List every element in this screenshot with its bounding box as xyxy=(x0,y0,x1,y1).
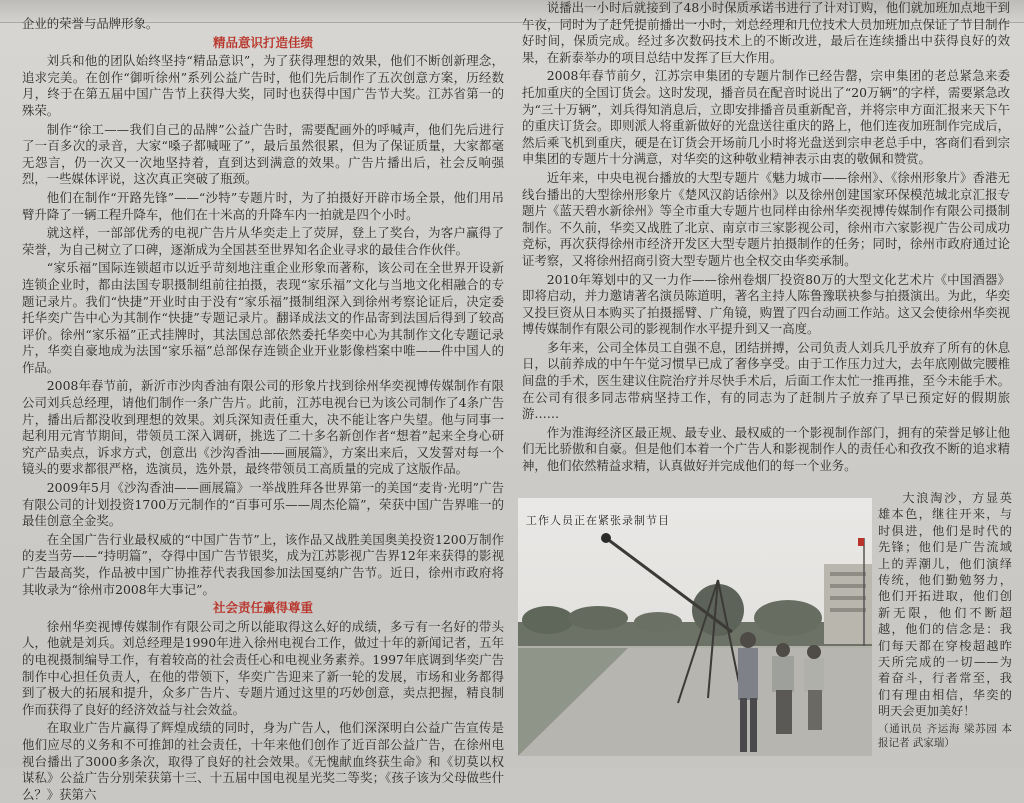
article-paragraph: 制作“徐工——我们自己的品牌”公益广告时，需要配画外的呼喊声，他们先后进行了一百多次的录音，大家“嗓子都喊哑了”，最后虽然很累，但为了保证质量，大家都毫无怨言，仍一次又一次地坚持着，直到达到满意的效果。广告片播出后，社会反响强烈，一些媒体评说，这次真正突破了瓶颈。 xyxy=(22,121,504,187)
article-paragraph: 刘兵和他的团队始终坚持“精品意识”，为了获得理想的效果，他们不断创新理念，追求完美。在创作“御听徐州”系列公益广告时，他们先后制作了五次创意方案，历经数月，终于在第五届中国广告节上获得大奖，同时也获得中国广告节大奖。江苏省第一的殊荣。 xyxy=(22,53,504,118)
photo-scene xyxy=(518,498,872,756)
section-heading-quality: 精品意识打造佳绩 xyxy=(212,34,313,50)
article-paragraph: 2008年春节前，新沂市沙肉香油有限公司的形象片找到徐州华奕视博传媒制作有限公司刘兵总经理，请他们制作一条广告片。此前，江苏电视台已为该公司制作了4条广告片，播出后都没收到理想的效果。刘兵深知责任重大，决不能让客户失望。他与同事一起利用元宵节期间，带领员工深入调研，挑选了二十多名新创作者“想着”起来全身心研究产品卖点，诉求方式，创意出《沙沟香油——画展篇》，方案出来后，又发誓对每一个镜头的要求都很严格，选演员，选外景，最终带领员工高质量的完成了这版作品。 xyxy=(22,378,504,477)
left-column xyxy=(22,16,504,802)
article-paragraph: 他们在制作“开路先锋”——“沙特”专题片时，为了拍摄好开辟市场全景，他们用吊臂升降了一辆工程升降车，他们在十米高的升降车内一拍就是四个小时。 xyxy=(22,189,504,222)
article-paragraph: 在全国广告行业最权威的“中国广告节”上，该作品又战胜美国奥美投资1200万制作的麦当劳——“持明篇”，夺得中国广告节银奖，成为江苏影视广告界12年来获得的影视广告最高奖，作品被中国广协推荐代表我国参加法国戛纳广告节。近日，徐州市政府将其收录为“徐州市2008年大事记”。 xyxy=(22,531,504,597)
article-paragraph: “家乐福”国际连锁超市以近乎苛刻地注重企业形象而著称，该公司在全世界开设新连锁企业时，都由法国专职摄制组前往拍摄，表现“家乐福”文化与当地文化相融合的专题记录片。我们“快捷”开业时由于没有“家乐福”摄制组深入到徐州考察论证后，决定委托华奕广告中心为其制作“快捷”专题记录片。翻译成法文的作品寄到法国后得到了较高评价。徐州“家乐福”正式挂牌时，其法国总部依然委托华奕中心为其制作文化专题记录片，华奕自豪地成为法国“家乐福”总部保存连锁企业开业影像档案中唯——件中国人的作品。 xyxy=(22,260,504,375)
news-photo xyxy=(518,498,872,756)
byline-credit: （通讯员 齐运海 梁苏园 本报记者 武家瑞） xyxy=(878,722,1012,749)
article-paragraph: 就这样，一部部优秀的电视广告片从华奕走上了荧屏，登上了奖台，为客户赢得了荣誉，为自己树立了口碑，逐渐成为全国甚至世界知名企业寻求的最佳合作伙伴。 xyxy=(22,225,504,257)
article-paragraph: 徐州华奕视博传媒制作有限公司之所以能取得这么好的成绩，多亏有一名好的带头人，他就是刘兵。刘总经理是1990年进入徐州电视台工作，做过十年的新闻记者，五年的电视摄制编导工作，有着较高的社会责任心和电视业务素养。1997年底调到华奕广告制作中心担任负责人，在他的带领下，华奕广告迎来了新一轮的发展，市场和业务都得到了极大的拓展和提升，众多广告片、专题片通过这里的巧妙创意，卖点把握，精良制作而获得了良好的经济效益与社会效益。 xyxy=(22,618,504,717)
sidebar-paragraph: 大浪淘沙，方显英雄本色，继往开来，与时俱进，他们是时代的先锋；他们是广告流域上的弄潮儿，他们演绎传统，他们勤勉努力，他们开拓进取，他们创新无限，他们不断超越，他们的信念是：我们每天都在穿梭超越昨天所完成的一切——为着奋斗，行者常至，我们有理由相信，华奕的明天会更加美好！ xyxy=(878,491,1012,719)
article-paragraph: 近年来，中央电视台播放的大型专题片《魅力城市——徐州》、《徐州形象片》香港无线台播出的大型徐州形象片《楚风汉韵话徐州》以及徐州创建国家环保模范城北京汇报专题片《蓝天碧水新徐州》等全市重大专题片也同样由徐州华奕视博传媒制作有限公司摄制制作。不久前，华奕又战胜了北京、南京市三家影视公司，徐州市六家影视广告公司成功竞标，再次获得徐州市经济开发区大型专题片拍摄制作的任务；同时，徐州市政府通过论证考察，又将徐州招商引资大型专题片也全权交由华奕承制。 xyxy=(522,169,1010,268)
article-paragraph: 多年来，公司全体员工自强不息，团结拼搏，公司负责人刘兵几乎放弃了所有的休息日，以前养成的中午午觉习惯早已成了奢侈享受。由于工作压力过大，去年底刚做完腰椎间盘的手术，医生建议住院治疗并尽快手术后，后面工作太忙一推再推，至今未能手术。在公司有很多同志带病坚持工作，有的同志为了赶制片子放弃了早已预定好的假期旅游…… xyxy=(522,339,1010,422)
right-column xyxy=(522,0,1010,492)
article-paragraph: 在取业广告片赢得了辉煌成绩的同时，身为广告人，他们深深明白公益广告宣传是他们应尽的义务和不可推卸的社会责任，十年来他们创作了近百部公益广告，在徐州电视台播出了3000多条次，取得了良好的社会效果。《无愧献血终获生命》和《切莫以权谋私》公益广告分别荣获第十三、十五届中国电视星光奖二等奖；《孩子该为父母做些什么？》获第六 xyxy=(22,720,504,802)
article-paragraph: 2009年5月《沙沟香油——画展篇》一举战胜拜各世界第一的美国“麦肯·光明”广告有限公司的计划投资1700万元制作的“百事可乐——周杰伦篇”，荣获中国广告界唯一的最佳创意全金奖。 xyxy=(22,480,504,529)
article-paragraph: 2010年筹划中的又一力作——徐州卷烟厂投资80万的大型文化艺术片《中国酒器》即将启动，并力邀请著名演员陈道明，著名主持人陈鲁豫联袂参与拍摄演出。为此，华奕又投巨资从日本购买了拍摄摇臂、广角镜，购置了四台动画工作站。这又会使徐州华奕视博传媒制作有限公司的影视制作水平提升到又一高度。 xyxy=(522,271,1010,337)
article-paragraph: 说播出一小时后就接到了48小时保质承诺书进行了计对订购，他们就加班加点地干到午夜，同时为了赶凭提前播出一小时，刘总经理和几位技术人员加班加点保证了节目制作好时间，保质完成。经过多次数码技术上的不断改进，最后在连续播出中获得良好的效果，在新泰举办的项目总结中发挥了巨大作用。 xyxy=(522,0,1010,65)
section-heading-responsibility: 社会责任赢得尊重 xyxy=(212,600,313,616)
sidebar-text-block xyxy=(878,490,1012,760)
article-paragraph: 作为淮海经济区最正规、最专业、最权威的一个影视制作部门，拥有的荣誉足够让他们无比骄傲和自豪。但是他们本着一个广告人和影视制作人的责任心和孜孜不断的追求精神，他们依然精益求精，认真做好并完成他们的每一个业务。 xyxy=(522,424,1010,474)
article-paragraph: 2008年春节前夕，江苏宗申集团的专题片制作已经告罄，宗申集团的老总紧急来委托加重庆的全国订货会。这时发现，播音员在配音时说出了“20万辆”的字样，需要紧急改为“三十万辆”，刘兵得知消息后，立即安排播音员重新配音，并将宗申方面汇报来天下午的重庆订货会。即则派人将重新做好的光盘送往重庆的路上，他们连夜加班制作完成后，然后乘飞机到重庆，硬是在订货会开场前几小时将光盘送到宗申老总手中，客商们看到宗申集团的专题片十分满意，对华奕的这种敬业精神表示由衷的敬佩和赞赏。 xyxy=(522,68,1010,167)
photo-caption: 工作人员正在紧张录制节目 xyxy=(526,514,670,527)
top-fragment-text: 企业的荣誉与品牌形象。 xyxy=(22,16,159,31)
